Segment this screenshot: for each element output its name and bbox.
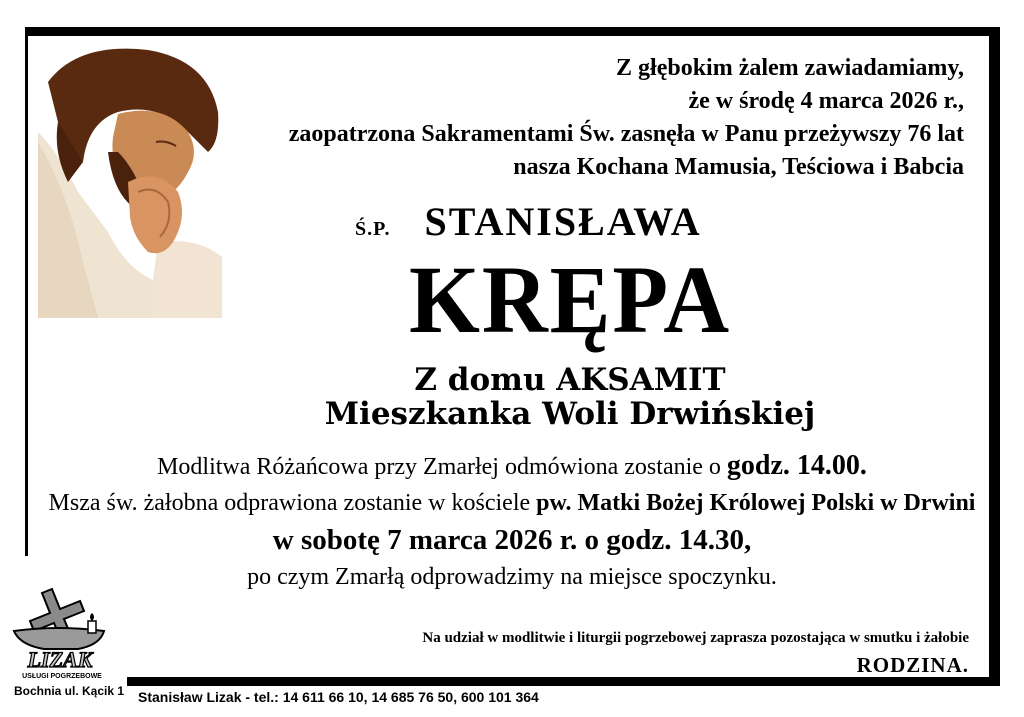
mass-text: Msza św. żałobna odprawiona zostanie w kościele — [48, 490, 531, 516]
sp-prefix: Ś.P. — [355, 218, 391, 240]
ceremony-details — [0, 448, 1024, 595]
church-name: pw. Matki Bożej Królowej Polski w Drwini — [536, 490, 976, 516]
logo-name: LIZAK — [27, 647, 93, 672]
rosary-text: Modlitwa Różańcowa przy Zmarłej odmówiona zostanie o — [157, 454, 721, 480]
rosary-time: godz. 14.00. — [726, 450, 867, 481]
footer-contact: Stanisław Lizak - tel.: 14 611 66 10, 14 685 76 50, 600 101 364 — [138, 689, 539, 705]
mass-date-time: w sobotę 7 marca 2026 r. o godz. 14.30, — [272, 524, 752, 556]
mass-line — [0, 485, 1024, 521]
intro-line-1: Z głębokim żalem zawiadamiamy, — [616, 55, 964, 81]
family-signature: RODZINA. — [856, 653, 969, 677]
rosary-line — [0, 448, 1024, 485]
intro-line-3: zaopatrzona Sakramentami Św. zasnęła w Panu przeżywszy 76 lat — [288, 121, 964, 147]
frame-bottom-border — [127, 677, 1000, 686]
logo-address: Bochnia ul. Kącik 1 — [14, 684, 125, 698]
first-name: STANISŁAWA — [424, 199, 702, 244]
residence: Mieszkanka Woli Drwińskiej — [324, 396, 816, 432]
intro-line-2: że w środę 4 marca 2026 r., — [688, 88, 964, 114]
announcement-intro — [289, 52, 964, 184]
cross-and-candle-logo-icon — [8, 585, 116, 680]
surname: KRĘPA — [409, 246, 731, 353]
burial-line: po czym Zmarłą odprowadzimy na miejsce spoczynku. — [247, 564, 777, 590]
maiden-name: Z domu AKSAMIT — [414, 362, 726, 398]
deceased-details — [0, 363, 1024, 431]
logo-subtitle: USŁUGI POGRZEBOWE — [22, 673, 102, 680]
intro-line-4: nasza Kochana Mamusia, Teściowa i Babcia — [513, 154, 964, 180]
invitation-text: Na udział w modlitwie i liturgii pogrzebowej zaprasza pozostająca w smutku i żałobie — [422, 630, 969, 646]
deceased-name-line — [355, 198, 702, 245]
